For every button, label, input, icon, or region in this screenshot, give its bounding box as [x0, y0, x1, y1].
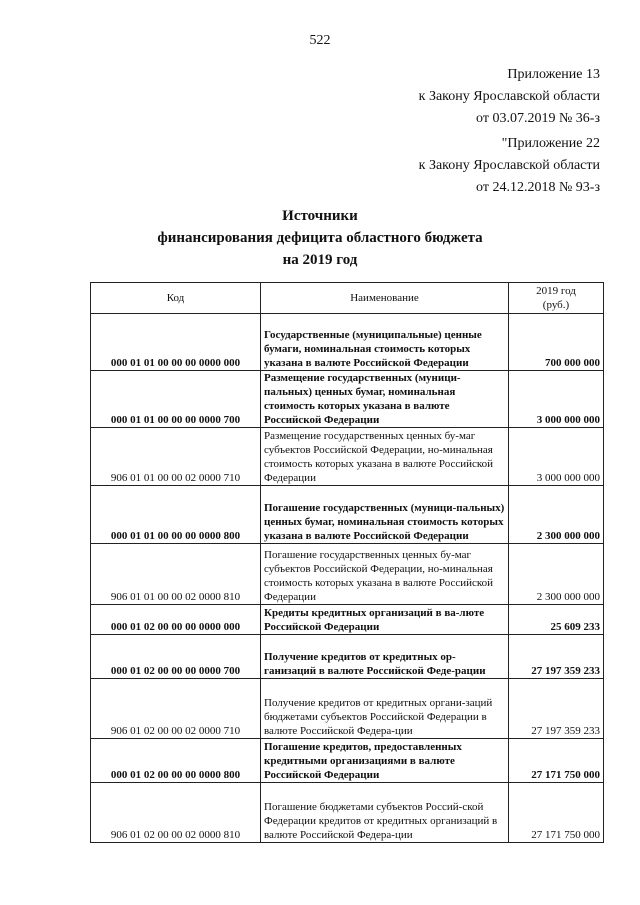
table-row: [91, 314, 604, 371]
table-row: [91, 783, 604, 843]
row-name: Получение кредитов от кредитных органи-заций бюджетами субъектов Российской Федерации в валюте Российской Федера-ции: [261, 679, 509, 739]
row-amount: 3 000 000 000: [509, 371, 604, 428]
row-code: 906 01 02 00 00 02 0000 710: [91, 679, 261, 739]
row-code: 000 01 01 00 00 00 0000 700: [91, 371, 261, 428]
row-amount: 25 609 233: [509, 605, 604, 635]
appendix-current-line3: от 03.07.2019 № 36-з: [476, 111, 600, 126]
row-code: 906 01 02 00 00 02 0000 810: [91, 783, 261, 843]
header-amount: 2019 год (руб.): [509, 283, 604, 314]
row-code: 000 01 01 00 00 00 0000 800: [91, 486, 261, 544]
appendix-current: [419, 64, 600, 130]
row-name: Погашение государственных (муници-пальных) ценных бумаг, номинальная стоимость которых указана в валюте Российской Федерации: [261, 486, 509, 544]
row-amount: 27 197 359 233: [509, 635, 604, 679]
row-name: Размещение государственных (муници-пальных) ценных бумаг, номинальная стоимость которых указана в валюте Российской Федерации: [261, 371, 509, 428]
row-amount: 3 000 000 000: [509, 428, 604, 486]
appendix-current-line1: Приложение 13: [507, 67, 600, 82]
appendix-amended-line1: "Приложение 22: [501, 136, 600, 151]
row-amount: 2 300 000 000: [509, 544, 604, 605]
appendix-amended: [419, 133, 600, 199]
appendix-amended-line3: от 24.12.2018 № 93-з: [476, 180, 600, 195]
row-code: 906 01 01 00 00 02 0000 810: [91, 544, 261, 605]
row-name: Размещение государственных ценных бу-маг субъектов Российской Федерации, но-минальная стоимость которых указана в валюте Российской Федерации: [261, 428, 509, 486]
row-code: 000 01 02 00 00 00 0000 000: [91, 605, 261, 635]
table-row: [91, 635, 604, 679]
row-code: 000 01 02 00 00 00 0000 700: [91, 635, 261, 679]
table-row: [91, 739, 604, 783]
row-name: Кредиты кредитных организаций в ва-люте Российской Федерации: [261, 605, 509, 635]
table-row: [91, 486, 604, 544]
document-title: [0, 205, 640, 271]
row-name: Погашение бюджетами субъектов Россий-ской Федерации кредитов от кредитных организаций в валюте Российской Федера-ции: [261, 783, 509, 843]
appendix-current-line2: к Закону Ярославской области: [418, 89, 600, 104]
page-number: 522: [309, 33, 331, 48]
table-header-row: [91, 283, 604, 314]
title-line2: финансирования дефицита областного бюджета: [157, 230, 483, 246]
table-row: [91, 371, 604, 428]
row-code: 906 01 01 00 00 02 0000 710: [91, 428, 261, 486]
row-name: Погашение кредитов, предоставленных кредитными организациями в валюте Российской Федерации: [261, 739, 509, 783]
row-amount: 27 197 359 233: [509, 679, 604, 739]
row-amount: 2 300 000 000: [509, 486, 604, 544]
financing-sources-table: [90, 282, 604, 843]
appendix-amended-line2: к Закону Ярославской области: [418, 158, 600, 173]
table-row: [91, 605, 604, 635]
row-amount: 700 000 000: [509, 314, 604, 371]
row-amount: 27 171 750 000: [509, 739, 604, 783]
title-line1: Источники: [282, 208, 358, 224]
table-row: [91, 428, 604, 486]
row-amount: 27 171 750 000: [509, 783, 604, 843]
table-row: [91, 544, 604, 605]
header-name: Наименование: [261, 283, 509, 314]
header-code: Код: [91, 283, 261, 314]
table-row: [91, 679, 604, 739]
row-name: Получение кредитов от кредитных ор-ганизаций в валюте Российской Феде-рации: [261, 635, 509, 679]
row-name: Погашение государственных ценных бу-маг субъектов Российской Федерации, но-минальная стоимость которых указана в валюте Российской Федерации: [261, 544, 509, 605]
row-code: 000 01 01 00 00 00 0000 000: [91, 314, 261, 371]
title-line3: на 2019 год: [282, 252, 358, 268]
row-name: Государственные (муниципальные) ценные бумаги, номинальная стоимость которых указана в валюте Российской Федерации: [261, 314, 509, 371]
row-code: 000 01 02 00 00 00 0000 800: [91, 739, 261, 783]
